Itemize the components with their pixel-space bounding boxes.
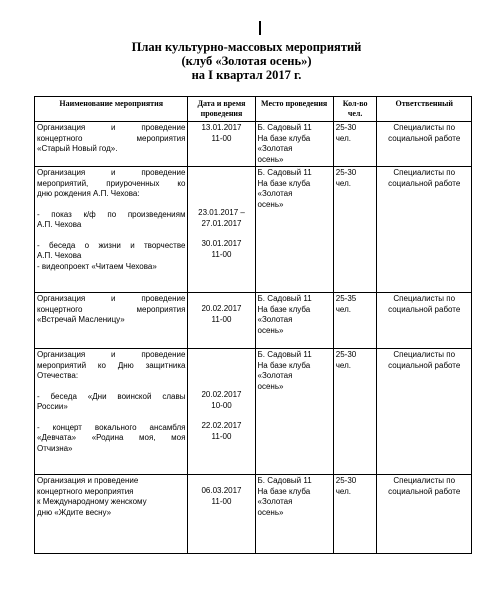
responsible-line: социальной работе <box>388 133 461 143</box>
event-responsible-cell <box>377 349 472 475</box>
place-line: осень» <box>257 199 284 209</box>
event-date-cell <box>188 167 255 293</box>
event-time: 10-00 <box>211 400 232 410</box>
count-value: 25-30 <box>335 123 357 132</box>
event-responsible-cell <box>377 293 472 349</box>
place-line: На базе клуба <box>257 304 311 314</box>
event-time: 11-00 <box>211 133 232 143</box>
place-line: «Золотая <box>257 315 293 324</box>
place-line: «Золотая <box>257 189 293 198</box>
event-name-line: дню рождения А.П. Чехова: <box>37 189 140 198</box>
document-title: План культурно-массовых мероприятий <box>131 40 362 54</box>
event-name-line: Организация и проведение <box>37 294 186 303</box>
event-place-cell <box>255 167 333 293</box>
count-unit: чел. <box>335 360 352 370</box>
event-place-cell <box>255 475 333 554</box>
sub-event-line: А.П. Чехова <box>37 220 82 229</box>
event-name-line: дню «Ждите весну» <box>37 507 112 517</box>
event-date-cell <box>188 475 255 554</box>
event-date: 27.01.2017 <box>201 218 242 228</box>
place-line: осень» <box>257 154 284 164</box>
responsible-line: социальной работе <box>388 304 461 314</box>
count-value: 25-30 <box>335 168 357 177</box>
place-line: Б. Садовый 11 <box>257 294 312 303</box>
event-date: 30.01.2017 <box>201 239 242 248</box>
place-line: Б. Садовый 11 <box>257 168 312 177</box>
event-place-cell <box>255 349 333 475</box>
responsible-line: Специалисты по <box>393 350 456 359</box>
event-name-cell <box>35 475 188 554</box>
responsible-line: Специалисты по <box>393 123 456 132</box>
event-count-cell <box>333 122 377 167</box>
responsible-line: социальной работе <box>388 360 461 370</box>
document-subtitle-club: (клуб «Золотая осень») <box>181 54 312 68</box>
responsible-line: Специалисты по <box>393 168 456 177</box>
place-line: осень» <box>257 325 284 335</box>
event-time: 11-00 <box>211 249 232 259</box>
sub-event-line: А.П. Чехова <box>37 251 82 260</box>
event-time: 11-00 <box>211 314 232 324</box>
event-name-cell <box>35 293 188 349</box>
place-line: На базе клуба <box>257 360 311 370</box>
header-responsible: Ответственный <box>377 97 472 122</box>
table-row <box>35 122 472 167</box>
events-plan-table <box>34 96 472 554</box>
sub-event-line: - беседа о жизни и творчестве <box>37 240 186 250</box>
event-name-line: концертного мероприятия <box>37 304 186 314</box>
event-date-cell <box>188 349 255 475</box>
event-date: 22.02.2017 <box>201 421 242 430</box>
event-name-cell <box>35 167 188 293</box>
event-responsible-cell <box>377 475 472 554</box>
responsible-line: социальной работе <box>388 178 461 188</box>
event-name-line: «Старый Новый год». <box>37 144 118 153</box>
responsible-line: Специалисты по <box>393 294 456 303</box>
sub-event-line: - видеопроект «Читаем Чехова» <box>37 261 157 271</box>
event-name-line: концертного мероприятия <box>37 133 186 143</box>
place-line: На базе клуба <box>257 133 311 143</box>
event-date: 13.01.2017 <box>201 123 242 132</box>
event-date: 23.01.2017 – <box>198 208 245 217</box>
event-place-cell <box>255 293 333 349</box>
event-date: 06.03.2017 <box>201 486 242 495</box>
event-name-line: «Встречай Масленицу» <box>37 315 125 324</box>
count-unit: чел. <box>335 178 352 188</box>
place-line: Б. Садовый 11 <box>257 350 312 359</box>
event-time: 11-00 <box>211 431 232 441</box>
event-name-line: к Международному женскому <box>37 497 147 506</box>
sub-event-line: - беседа «Дни воинской славы <box>37 391 186 401</box>
event-count-cell <box>333 293 377 349</box>
header-place: Место проведения <box>255 97 333 122</box>
event-date: 20.02.2017 <box>201 304 242 313</box>
count-value: 25-30 <box>335 350 357 359</box>
table-row <box>35 349 472 475</box>
event-name-line: мероприятий, приуроченных ко <box>37 178 186 188</box>
place-line: осень» <box>257 381 284 391</box>
event-time: 11-00 <box>211 496 232 506</box>
event-name-line: Отечества: <box>37 371 79 380</box>
place-line: «Золотая <box>257 371 293 380</box>
event-count-cell <box>333 349 377 475</box>
event-name-line: Организация и проведение <box>37 350 186 359</box>
count-value: 25-35 <box>335 294 357 303</box>
table-row <box>35 475 472 554</box>
place-line: осень» <box>257 507 284 517</box>
sub-event-line: «Девчата» «Родина моя, моя <box>37 433 186 442</box>
event-name-line: концертного мероприятия <box>37 486 134 496</box>
sub-event-line: - показ к/ф по произведениям <box>37 209 186 219</box>
sub-event-line: - концерт вокального ансамбля <box>37 422 186 432</box>
event-name-line: Организация и проведение <box>37 476 139 485</box>
place-line: На базе клуба <box>257 178 311 188</box>
header-event-name: Наименование мероприятия <box>35 97 188 122</box>
sub-event-line: Отчизна» <box>37 443 73 453</box>
place-line: «Золотая <box>257 144 293 153</box>
count-value: 25-30 <box>335 476 357 485</box>
place-line: «Золотая <box>257 497 293 506</box>
count-unit: чел. <box>335 304 352 314</box>
event-count-cell <box>333 475 377 554</box>
event-name-line: мероприятий ко Дню защитника <box>37 360 186 370</box>
table-row <box>35 167 472 293</box>
event-date-cell <box>188 122 255 167</box>
responsible-line: Специалисты по <box>393 476 456 485</box>
event-date-cell <box>188 293 255 349</box>
event-date: 20.02.2017 <box>201 390 242 399</box>
header-date-time: Дата и время проведения <box>188 97 255 122</box>
event-responsible-cell <box>377 167 472 293</box>
event-responsible-cell <box>377 122 472 167</box>
place-line: Б. Садовый 11 <box>257 123 312 132</box>
event-count-cell <box>333 167 377 293</box>
place-line: Б. Садовый 11 <box>257 476 312 485</box>
event-name-line: Организация и проведение <box>37 123 186 132</box>
event-place-cell <box>255 122 333 167</box>
event-name-cell <box>35 349 188 475</box>
table-row <box>35 293 472 349</box>
responsible-line: социальной работе <box>388 486 461 496</box>
count-unit: чел. <box>335 133 352 143</box>
text-cursor <box>259 21 261 35</box>
event-name-line: Организация и проведение <box>37 168 186 177</box>
sub-event-line: России» <box>37 402 68 411</box>
header-count: Кол-во чел. <box>333 97 377 122</box>
count-unit: чел. <box>335 486 352 496</box>
table-header-row <box>35 97 472 122</box>
event-name-cell <box>35 122 188 167</box>
document-subtitle-period: на I квартал 2017 г. <box>191 68 302 82</box>
place-line: На базе клуба <box>257 486 311 496</box>
